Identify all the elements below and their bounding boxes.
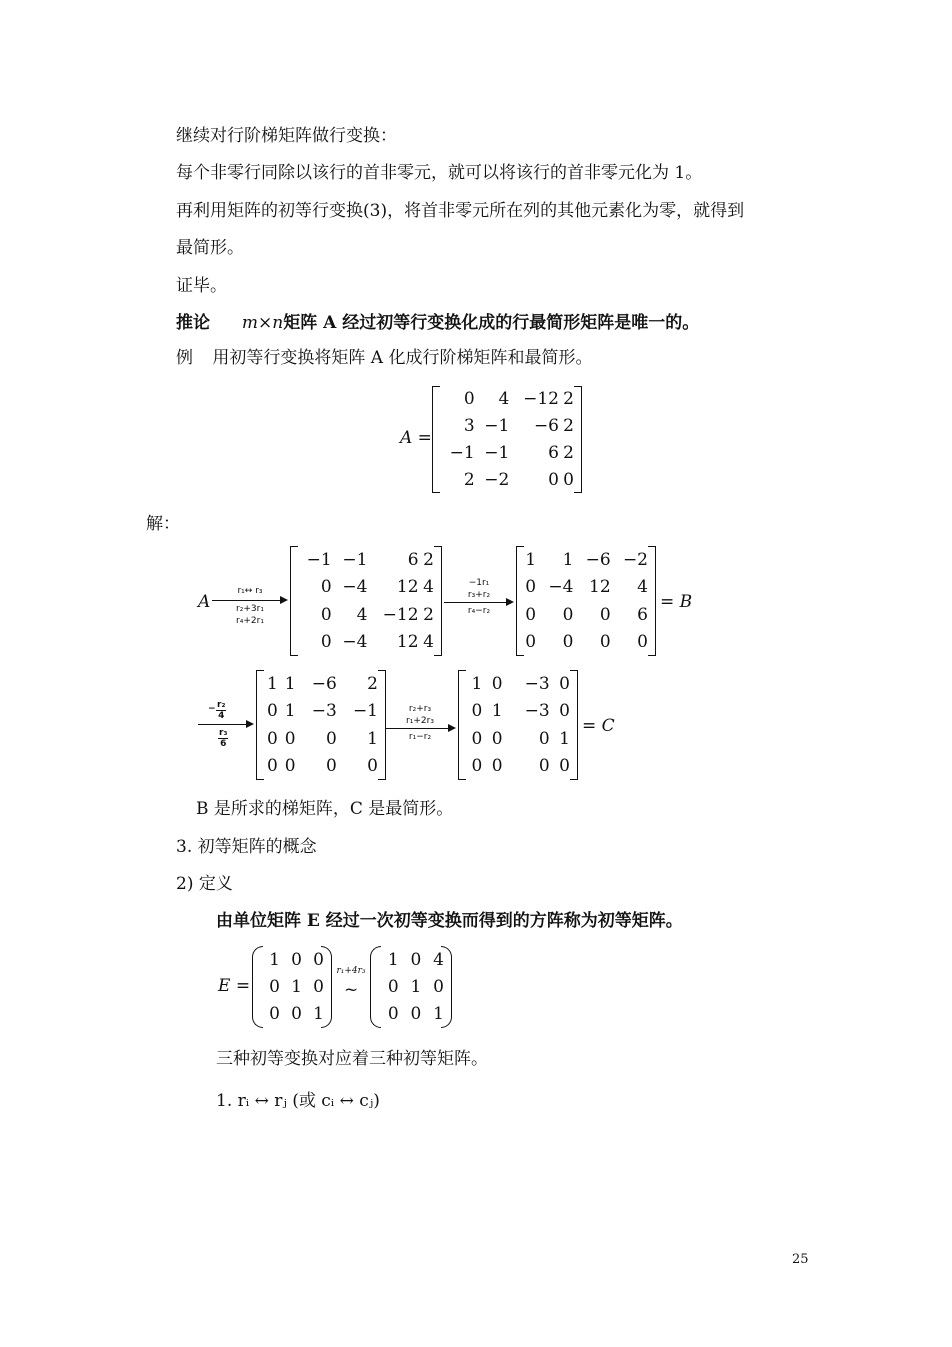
- para-line-5: 证毕。: [176, 276, 227, 296]
- matrix-cell: 1: [433, 1004, 444, 1025]
- corollary: [176, 313, 699, 333]
- start-a: A: [198, 592, 211, 612]
- matrix-cell: 2: [367, 673, 378, 694]
- matrix-m2-table: [520, 546, 648, 656]
- matrix-cell: 1: [559, 728, 570, 749]
- matrix-cell: 0: [269, 1004, 280, 1025]
- matrix-cell: 1: [525, 549, 537, 570]
- matrix-cell: 2: [423, 549, 434, 570]
- matrix-cell: 0: [325, 756, 337, 777]
- op2-line2: r₃+r₂: [467, 590, 491, 600]
- page-number: 25: [792, 1252, 809, 1267]
- matrix-cell: 3: [463, 416, 475, 437]
- matrix-cell: 4: [356, 604, 368, 625]
- arrow-part: [448, 724, 456, 732]
- corollary-math: m×n: [241, 313, 284, 333]
- matrix-cell: 1: [284, 673, 296, 694]
- op3-frac1: − r₂ 4: [208, 700, 226, 721]
- matrix-m3: [256, 670, 386, 780]
- matrix-cell: 0: [313, 976, 324, 997]
- matrix-cell: 0: [599, 632, 611, 653]
- matrix-cell: 0: [491, 756, 503, 777]
- matrix-cell: 0: [325, 728, 337, 749]
- matrix-bracket: [432, 386, 440, 493]
- matrix-cell: 0: [284, 756, 296, 777]
- arrow-part: [212, 600, 282, 601]
- matrix-m2: [516, 546, 656, 656]
- matrix-cell: 12: [396, 632, 419, 653]
- matrix-cell: 0: [410, 1004, 422, 1025]
- para-line-1: 继续对行阶梯矩阵做行变换：: [176, 126, 397, 146]
- section-sub: 2) 定义: [176, 874, 233, 894]
- matrix-cell: 0: [284, 728, 296, 749]
- example-line: [176, 348, 593, 368]
- matrix-cell: −1: [484, 416, 510, 437]
- matrix-cell: 0: [266, 701, 278, 722]
- matrix-m4-table: [462, 670, 570, 780]
- matrix-bracket: [570, 670, 578, 780]
- matrix-cell: 0: [320, 632, 332, 653]
- matrix-cell: 6: [548, 442, 559, 463]
- op3-frac2: $\frac{\text{r₃}}{6}$: [219, 728, 228, 749]
- matrix-cell: 6: [637, 604, 648, 625]
- matrix-cell: −2: [484, 469, 510, 490]
- matrix-cell: −1: [342, 549, 368, 570]
- definition: 由单位矩阵 E 经过一次初等变换而得到的方阵称为初等矩阵。: [216, 911, 683, 931]
- matrix-cell: 0: [387, 976, 399, 997]
- matrix-a: [432, 386, 582, 493]
- solution-label: 解：: [146, 514, 180, 534]
- matrix-cell: 1: [471, 673, 483, 694]
- matrix-cell: 0: [410, 949, 422, 970]
- matrix-cell: 0: [491, 673, 503, 694]
- op4-line2: r₁+2r₃: [406, 716, 434, 726]
- matrix-e: [252, 946, 332, 1028]
- matrix-bracket: [378, 670, 386, 780]
- matrix-cell: 0: [320, 577, 332, 598]
- matrix-m4: [458, 670, 578, 780]
- corollary-label: 推论: [176, 313, 210, 333]
- matrix-cell: 1: [266, 673, 278, 694]
- matrix-cell: 0: [548, 469, 559, 490]
- matrix-m3-table: [260, 670, 378, 780]
- tilde-op: r₁+4r₃: [336, 966, 366, 976]
- equals-b: = B: [660, 592, 693, 612]
- matrix-cell: 4: [637, 577, 648, 598]
- section-item-1: 1. rᵢ ↔ rⱼ (或 cᵢ ↔ cⱼ): [216, 1091, 380, 1111]
- matrix-cell: 1: [387, 949, 399, 970]
- matrix-cell: 0: [559, 701, 570, 722]
- op4-line3: r₁−r₂: [408, 732, 432, 742]
- matrix-cell: −1: [306, 549, 332, 570]
- arrow-part: [246, 720, 254, 728]
- matrix-cell: 0: [471, 756, 483, 777]
- arrow-part: [444, 602, 508, 603]
- matrix-cell: 1: [491, 701, 503, 722]
- matrix-cell: −6: [311, 673, 337, 694]
- matrix-cell: 0: [433, 976, 444, 997]
- op2-line1: −1r₁: [468, 578, 490, 588]
- matrix-cell: 0: [525, 577, 537, 598]
- matrix-cell: −3: [524, 673, 550, 694]
- matrix-cell: −1: [352, 701, 378, 722]
- matrix-cell: 4: [498, 389, 510, 410]
- corollary-text: 矩阵 A 经过初等行变换化成的行最简形矩阵是唯一的。: [283, 313, 700, 333]
- matrix-cell: 2: [563, 442, 574, 463]
- matrix-e-table: [258, 946, 324, 1028]
- matrix-cell: −4: [548, 577, 574, 598]
- matrix-cell: 1: [284, 701, 296, 722]
- matrix-cell: 0: [471, 701, 483, 722]
- matrix-cell: 0: [387, 1004, 399, 1025]
- matrix-cell: 2: [423, 604, 434, 625]
- matrix-cell: 1: [313, 1004, 324, 1025]
- matrix-m1: [290, 546, 442, 656]
- matrix-cell: 0: [525, 632, 537, 653]
- matrix-cell: 4: [423, 632, 434, 653]
- matrix-cell: 4: [423, 577, 434, 598]
- matrix-cell: 0: [637, 632, 648, 653]
- matrix-cell: 1: [410, 976, 422, 997]
- op4-line1: r₂+r₃: [408, 704, 432, 714]
- section-note: 三种初等变换对应着三种初等矩阵。: [216, 1049, 488, 1069]
- matrix-e2: [370, 946, 452, 1028]
- matrix-cell: 0: [266, 728, 278, 749]
- matrix-cell: −3: [311, 701, 337, 722]
- matrix-cell: 2: [463, 469, 475, 490]
- matrix-cell: 1: [367, 728, 378, 749]
- matrix-cell: −6: [533, 416, 559, 437]
- matrix-cell: 2: [563, 416, 574, 437]
- example-label: 例: [176, 348, 193, 368]
- equals-c: = C: [582, 716, 615, 736]
- matrix-bracket: [434, 546, 442, 656]
- matrix-m1-table: [296, 546, 434, 656]
- para-line-2: 每个非零行同除以该行的首非零元，就可以将该行的首非零元化为 1。: [176, 163, 703, 183]
- section-heading: 3. 初等矩阵的概念: [176, 837, 317, 857]
- e-label: E =: [218, 976, 251, 996]
- matrix-cell: 0: [562, 632, 574, 653]
- matrix-bracket: [648, 546, 656, 656]
- matrix-cell: −12: [382, 604, 419, 625]
- arrow-part: [506, 598, 514, 606]
- matrix-cell: 0: [538, 728, 550, 749]
- matrix-cell: 2: [563, 389, 574, 410]
- matrix-bracket: [574, 386, 582, 493]
- matrix-cell: 0: [471, 728, 483, 749]
- op1-line1: r₁↔ r₃: [237, 586, 263, 596]
- matrix-a-table: [440, 386, 574, 493]
- matrix-cell: 6: [407, 549, 419, 570]
- para-line-4: 最简形。: [176, 238, 244, 258]
- matrix-cell: 0: [599, 604, 611, 625]
- matrix-cell: −2: [622, 549, 648, 570]
- matrix-cell: 0: [269, 976, 280, 997]
- matrix-cell: 0: [291, 949, 302, 970]
- solution-conclusion: B 是所求的梯矩阵，C 是最简形。: [196, 799, 454, 819]
- matrix-cell: 0: [313, 949, 324, 970]
- matrix-cell: −4: [342, 632, 368, 653]
- matrix-cell: 1: [269, 949, 280, 970]
- matrix-cell: 0: [491, 728, 503, 749]
- matrix-cell: 0: [463, 389, 475, 410]
- matrix-cell: −3: [524, 701, 550, 722]
- matrix-cell: 12: [589, 577, 611, 598]
- matrix-cell: −4: [342, 577, 368, 598]
- matrix-cell: 0: [559, 673, 570, 694]
- op1-line2: r₂+3r₁: [236, 604, 264, 614]
- matrix-cell: 0: [266, 756, 278, 777]
- matrix-cell: 1: [562, 549, 574, 570]
- matrix-cell: 0: [563, 469, 574, 490]
- matrix-cell: 1: [291, 976, 302, 997]
- para-line-3: 再利用矩阵的初等行变换(3)，将首非零元所在列的其他元素化为零，就得到: [176, 201, 745, 221]
- matrix-cell: 0: [320, 604, 332, 625]
- matrix-cell: −6: [585, 549, 611, 570]
- matrix-cell: −1: [484, 442, 510, 463]
- matrix-cell: −12: [523, 389, 559, 410]
- matrix-a-label: A =: [400, 428, 432, 448]
- example-text: 用初等行变换将矩阵 A 化成行阶梯矩阵和最简形。: [212, 348, 593, 368]
- matrix-cell: 0: [525, 604, 537, 625]
- matrix-cell: 0: [291, 1004, 302, 1025]
- matrix-cell: 0: [559, 756, 570, 777]
- arrow-part: [198, 724, 248, 725]
- op1-line3: r₄+2r₁: [236, 616, 264, 626]
- tilde-symbol: ~: [344, 980, 359, 1000]
- matrix-cell: 0: [538, 756, 550, 777]
- matrix-cell: 12: [396, 577, 419, 598]
- arrow-part: [280, 596, 288, 604]
- arrow-part: [386, 728, 450, 729]
- matrix-cell: 0: [367, 756, 378, 777]
- matrix-cell: 0: [562, 604, 574, 625]
- matrix-cell: 4: [433, 949, 444, 970]
- matrix-e2-table: [376, 946, 444, 1028]
- op2-line3: r₄−r₂: [467, 606, 491, 616]
- matrix-cell: −1: [449, 442, 475, 463]
